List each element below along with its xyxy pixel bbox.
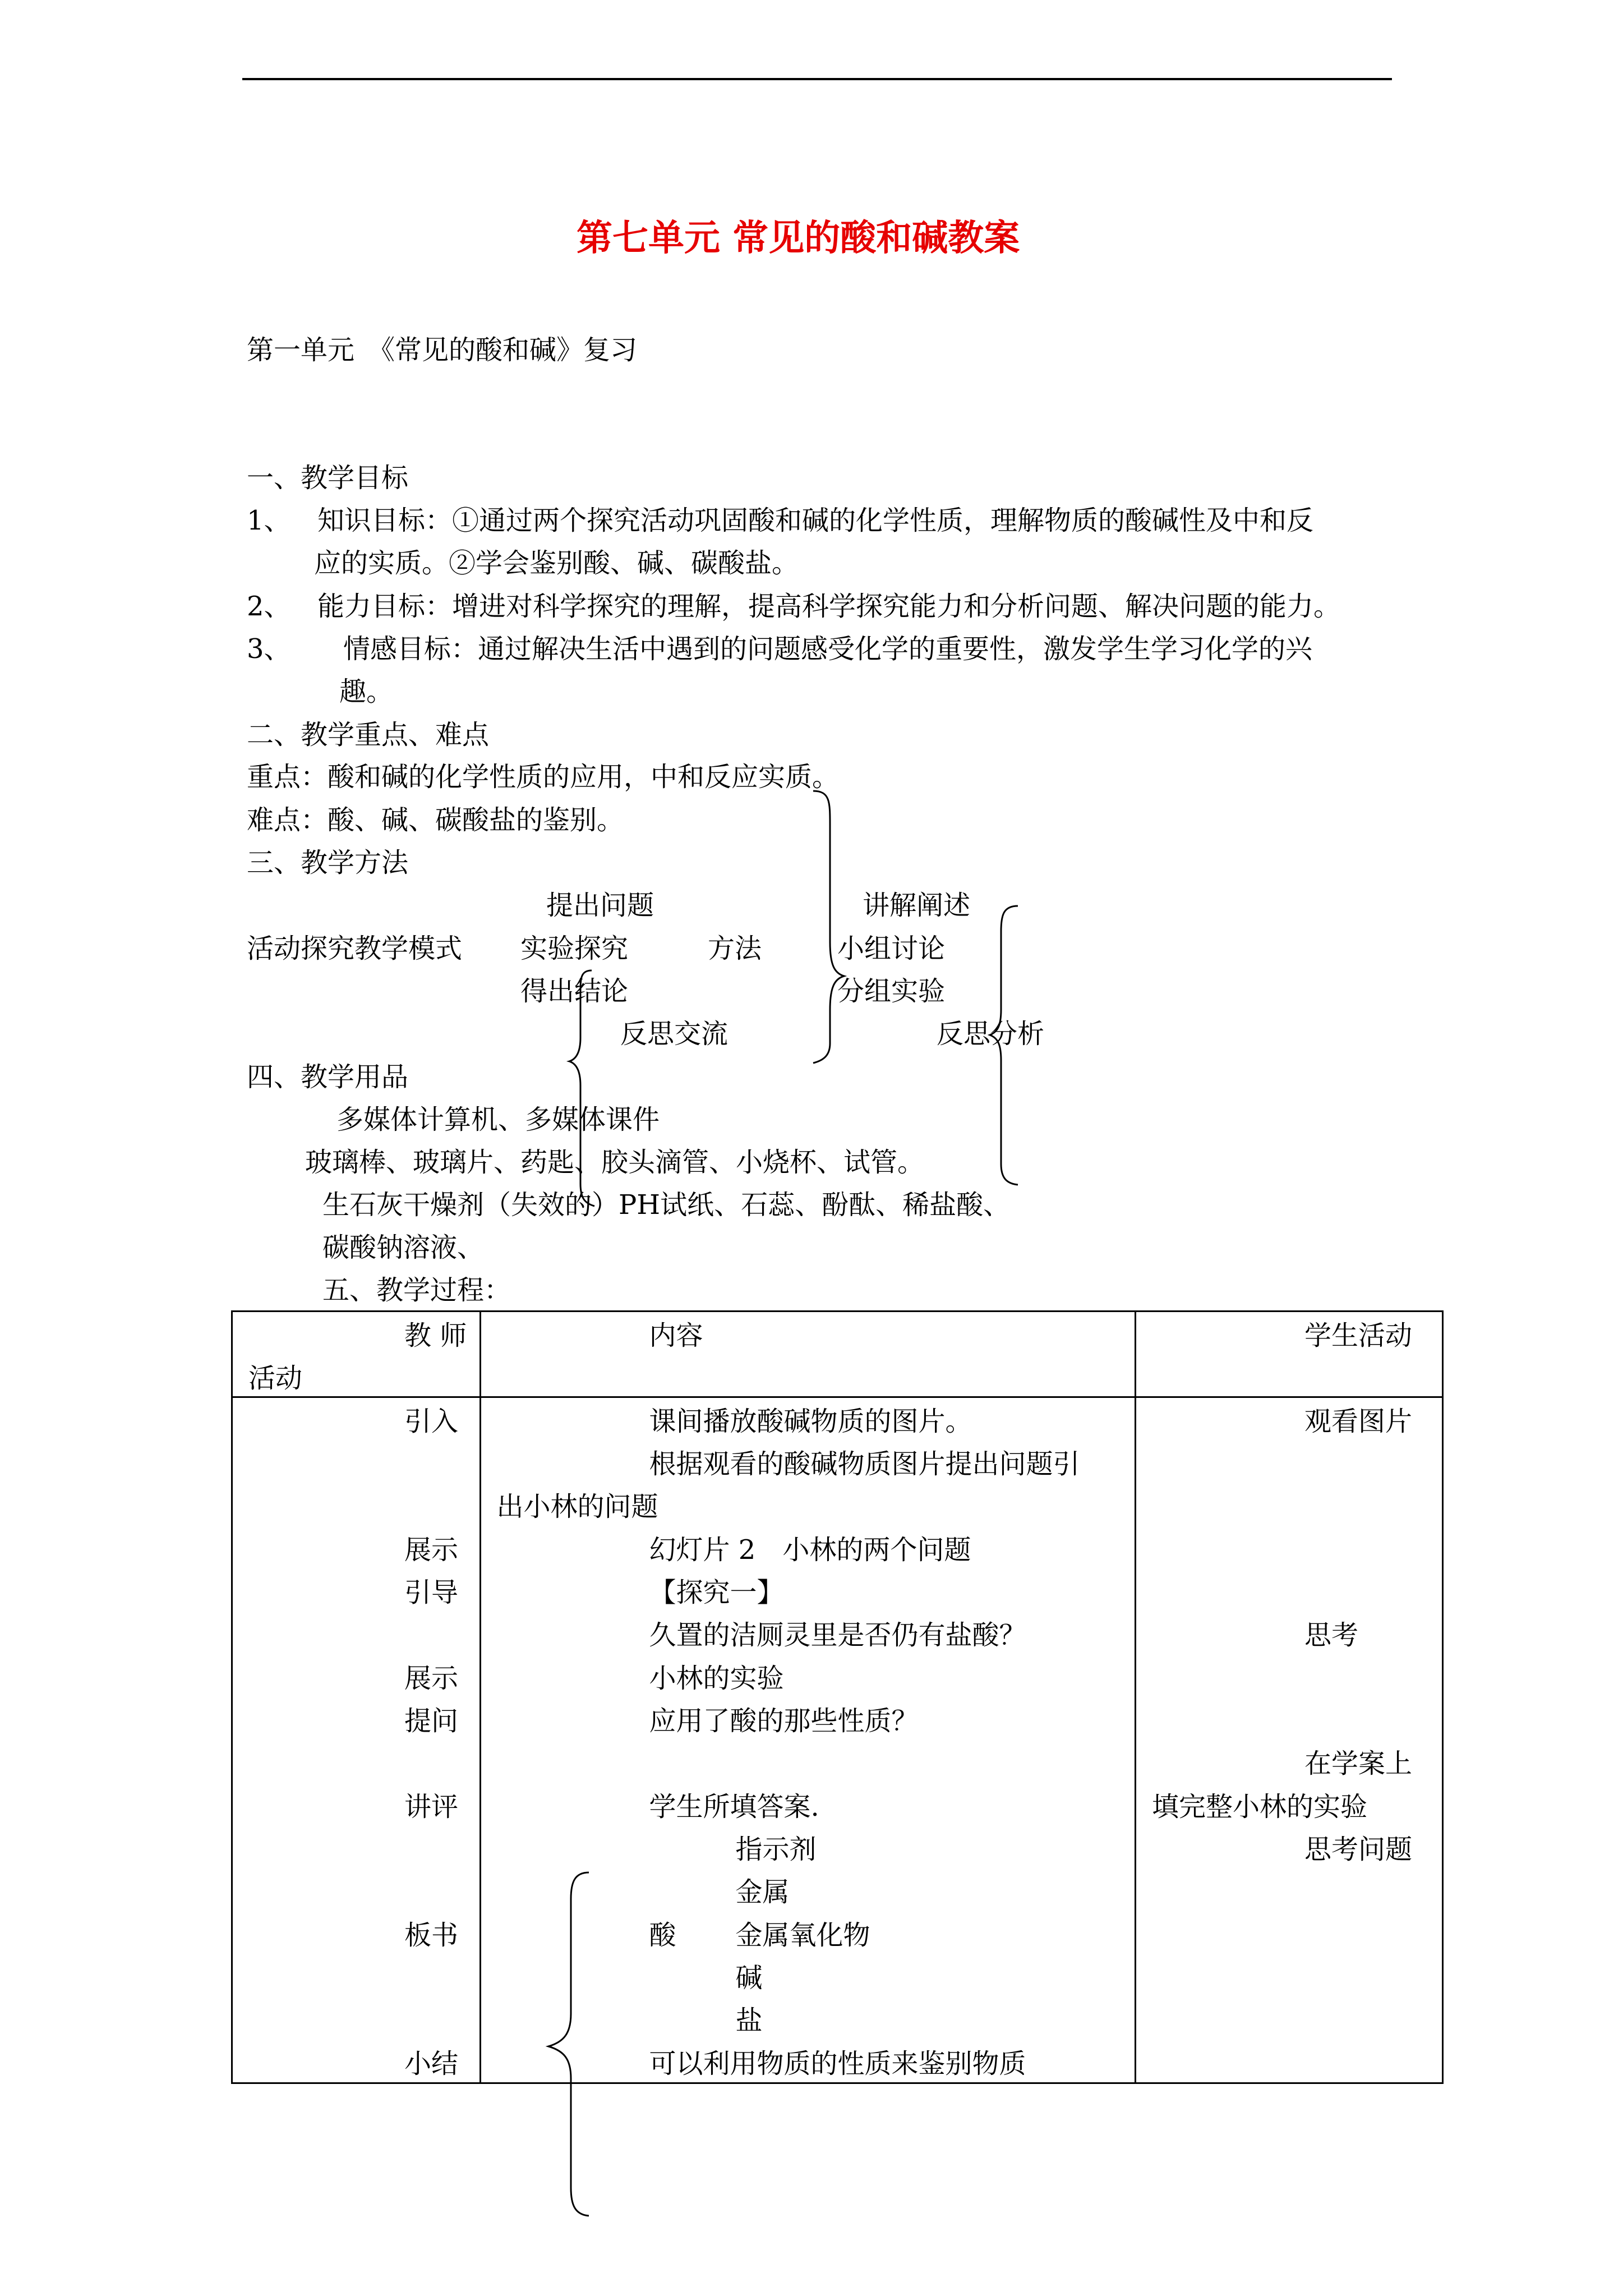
goal3-text: 情感目标：通过解决生活中遇到的问题感受化学的重要性，激发学生学习化学的兴 [343, 633, 1313, 665]
teaching-process-table [231, 1310, 1444, 2084]
goal1-text: 知识目标：①通过两个探究活动巩固酸和碱的化学性质，理解物质的酸碱性及中和反 [317, 505, 1314, 536]
content-line: 【探究一】 [649, 1577, 784, 1608]
header-content [480, 1312, 1135, 1397]
acid-property: 金属 [735, 1876, 790, 1908]
content-column [480, 1397, 1135, 2083]
teacher-item: 展示 [404, 1534, 459, 1566]
acid-property: 指示剂 [735, 1834, 817, 1865]
method-model-label: 活动探究教学模式 [247, 933, 463, 964]
content-line: 应用了酸的那些性质？ [649, 1705, 919, 1737]
teacher-item: 板书 [404, 1920, 459, 1951]
teacher-item: 讲评 [404, 1791, 459, 1823]
content-line: 幻灯片 2 小林的两个问题 [649, 1534, 971, 1566]
brace-methods-middle [813, 791, 844, 1063]
teacher-item: 提问 [404, 1705, 459, 1737]
method-step-4: 反思交流 [620, 1018, 728, 1050]
goals-heading: 一、教学目标 [247, 462, 409, 494]
acid-label: 酸 [649, 1920, 676, 1951]
content-line: 久置的洁厕灵里是否仍有盐酸？ [649, 1619, 1026, 1651]
subtitle: 第一单元 《常见的酸和碱》复习 [247, 334, 638, 366]
goal1-number: 1、 [247, 505, 291, 536]
key-heading: 二、教学重点、难点 [247, 719, 490, 751]
tools-line-1: 多媒体计算机、多媒体课件 [336, 1104, 660, 1135]
teacher-item: 引入 [404, 1406, 459, 1437]
method-item-1: 讲解阐述 [863, 890, 971, 921]
method-label: 方法 [708, 933, 762, 964]
acid-property: 盐 [735, 2005, 763, 2036]
method-heading: 三、教学方法 [247, 847, 409, 878]
table-header-row [232, 1312, 1443, 1397]
goal2-number: 2、 [247, 591, 291, 622]
acid-property: 碱 [735, 1962, 763, 1994]
student-item: 填完整小林的实验 [1152, 1791, 1368, 1823]
student-item: 在学案上 [1304, 1748, 1413, 1779]
header-teacher-line1: 教 师 [404, 1320, 467, 1351]
brace-methods-right [990, 906, 1018, 1185]
goal2-text: 能力目标：增进对科学探究的理解，提高科学探究能力和分析问题、解决问题的能力。 [317, 591, 1341, 622]
process-heading: 五、教学过程： [322, 1274, 511, 1306]
header-teacher-line2: 活动 [248, 1363, 303, 1394]
teacher-item: 展示 [404, 1663, 459, 1694]
content-line: 课间播放酸碱物质的图片。 [649, 1406, 972, 1437]
header-teacher [232, 1312, 481, 1397]
tools-heading: 四、教学用品 [247, 1061, 409, 1093]
content-line: 根据观看的酸碱物质图片提出问题引 [649, 1448, 1080, 1480]
table-body-row [232, 1397, 1443, 2083]
header-student-label: 学生活动 [1304, 1320, 1413, 1351]
content-line: 出小林的问题 [496, 1491, 658, 1522]
tools-line-2: 玻璃棒、玻璃片、药匙、胶头滴管、小烧杯、试管。 [305, 1147, 925, 1178]
method-item-3: 分组实验 [837, 976, 946, 1007]
content-line: 小林的实验 [649, 1663, 784, 1694]
student-item: 观看图片 [1304, 1406, 1413, 1437]
acid-property: 金属氧化物 [735, 1920, 870, 1951]
method-step-1: 提出问题 [546, 890, 654, 921]
teacher-item: 小结 [404, 2048, 459, 2079]
goal3-text-cont: 趣。 [339, 676, 394, 707]
student-item: 思考 [1304, 1619, 1359, 1651]
key-point: 重点：酸和碱的化学性质的应用，中和反应实质。 [247, 761, 840, 793]
page-title: 第七单元 常见的酸和碱教案 [577, 217, 1020, 259]
goal3-number: 3、 [247, 633, 291, 665]
header-content-label: 内容 [649, 1320, 703, 1351]
student-item: 思考问题 [1304, 1834, 1413, 1865]
brace-methods-left [569, 970, 594, 1206]
teacher-item: 引导 [404, 1577, 459, 1608]
method-item-2: 小组讨论 [837, 933, 946, 964]
content-line: 学生所填答案. [649, 1791, 819, 1823]
method-item-4: 反思分析 [937, 1018, 1045, 1050]
student-column [1136, 1397, 1443, 2083]
content-summary: 可以利用物质的性质来鉴别物质 [649, 2048, 1026, 2079]
tools-line-4: 碳酸钠溶液、 [322, 1232, 485, 1263]
tools-line-3: 生石灰干燥剂（失效的）PH试纸、石蕊、酚酞、稀盐酸、 [322, 1189, 1011, 1221]
header-student [1136, 1312, 1443, 1397]
teacher-column [232, 1397, 481, 2083]
method-step-2: 实验探究 [520, 933, 629, 964]
goal1-text-cont: 应的实质。②学会鉴别酸、碱、碳酸盐。 [314, 547, 799, 579]
method-step-3: 得出结论 [520, 976, 629, 1007]
difficulty: 难点：酸、碱、碳酸盐的鉴别。 [247, 804, 624, 836]
